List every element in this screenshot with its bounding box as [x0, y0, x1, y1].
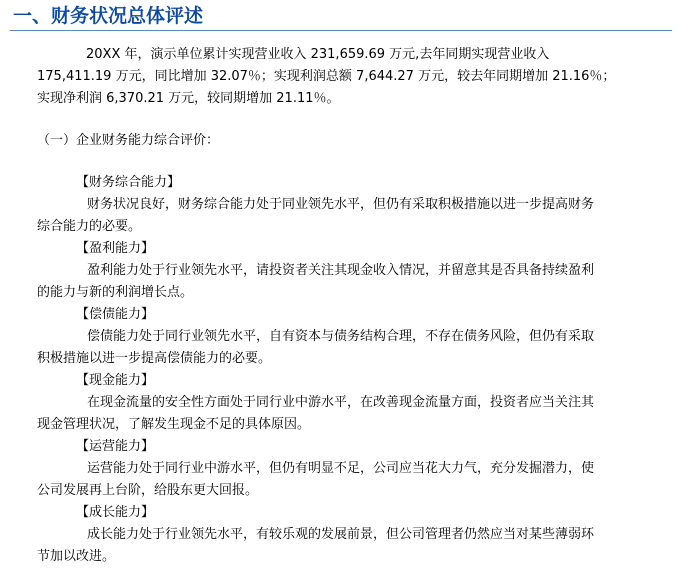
- ability-text-line: 成长能力处于行业领先水平，有较乐观的发展前景，但公司管理者仍然应当对某些薄弱环: [87, 527, 595, 542]
- summary-line-3: 实现净利润 6,370.21 万元，较同期增加 21.11％。: [37, 91, 340, 106]
- summary-line-1: 20XX 年，演示单位累计实现营业收入 231,659.69 万元,去年同期实现营业收入: [86, 47, 550, 62]
- ability-text-line: 运营能力处于同行业中游水平，但仍有明显不足，公司应当花大力气，充分发掘潜力，使: [87, 461, 595, 476]
- ability-text-line: 综合能力的必要。: [37, 219, 142, 234]
- ability-text-line: 的能力与新的利润增长点。: [37, 285, 194, 300]
- ability-label-profitability: 【盈利能力】: [76, 241, 155, 256]
- summary-line-2: 175,411.19 万元，同比增加 32.07％；实现利润总额 7,644.27 万元，较去年同期增加 21.16％；: [37, 69, 616, 84]
- ability-text-cash: [37, 392, 677, 436]
- ability-text-line: 在现金流量的安全性方面处于同行业中游水平，在改善现金流量方面，投资者应当关注其: [87, 395, 595, 410]
- ability-text-line: 偿债能力处于同行业领先水平，自有资本与债务结构合理，不存在债务风险，但仍有采取: [87, 329, 595, 344]
- ability-text-operations: [37, 458, 677, 502]
- ability-text-financial: [37, 194, 677, 238]
- ability-text-growth: [37, 524, 677, 568]
- ability-label-financial: 【财务综合能力】: [76, 175, 181, 190]
- summary-paragraph: [37, 44, 677, 110]
- ability-label-growth: 【成长能力】: [76, 505, 155, 520]
- ability-text-line: 现金管理状况，了解发生现金不足的具体原因。: [37, 417, 311, 432]
- ability-text-line: 节加以改进。: [37, 549, 116, 564]
- ability-text-line: 公司发展再上台阶，给股东更大回报。: [37, 483, 259, 498]
- ability-text-line: 积极措施以进一步提高偿债能力的必要。: [37, 351, 272, 366]
- ability-label-solvency: 【偿债能力】: [76, 307, 155, 322]
- ability-label-cash: 【现金能力】: [76, 373, 155, 388]
- ability-text-line: 盈利能力处于行业领先水平，请投资者关注其现金收入情况，并留意其是否具备持续盈利: [87, 263, 595, 278]
- ability-text-profitability: [37, 260, 677, 304]
- ability-text-line: 财务状况良好，财务综合能力处于同业领先水平，但仍有采取积极措施以进一步提高财务: [87, 197, 595, 212]
- page-title: 一、财务状况总体评述: [13, 5, 204, 27]
- title-divider: [10, 30, 672, 31]
- section-title: （一）企业财务能力综合评价：: [37, 133, 220, 148]
- ability-text-solvency: [37, 326, 677, 370]
- ability-label-operations: 【运营能力】: [76, 439, 155, 454]
